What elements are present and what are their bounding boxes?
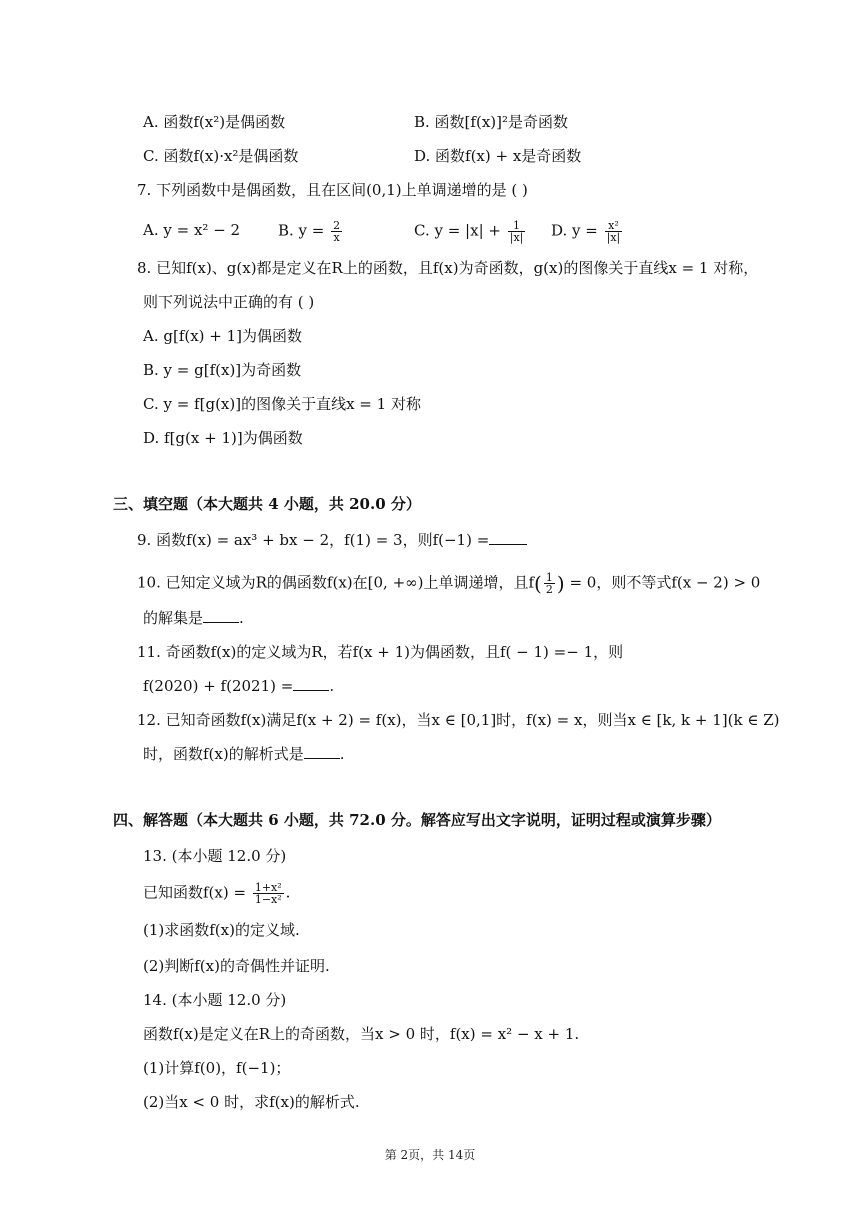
q9-text: 9. 函数f(x) = ax³ + bx − 2，f(1) = 3，则f(−1) = <box>137 530 527 550</box>
q11-line2: f(2020) + f(2021) = . <box>143 677 335 695</box>
q7-option-c: C. y = |x| + $\frac{1}{|x|}$ <box>414 219 524 244</box>
q11-line1: 11. 奇函数f(x)的定义域为R，若f(x + 1)为偶函数，且f( − 1) =− 1，则 <box>137 643 624 661</box>
q6-option-b: B. 函数[f(x)]²是奇函数 <box>414 113 568 131</box>
q6-option-c: C. 函数f(x)·x²是偶函数 <box>143 147 299 165</box>
q9-answer-blank <box>489 530 527 545</box>
q10-line2: 的解集是 . <box>143 609 244 627</box>
q14-given: 函数f(x)是定义在R上的奇函数，当x > 0 时，f(x) = x² − x + 1. <box>143 1025 580 1043</box>
q8-option-d: D. f[g(x + 1)]为偶函数 <box>143 429 303 447</box>
q7-stem: 7. 下列函数中是偶函数，且在区间(0,1)上单调递增的是 ( ) <box>137 181 528 199</box>
q10-line1: 10. 已知定义域为R的偶函数f(x)在[0, +∞)上单调递增，且f( $\frac{1}{2}$ ) = 0，则不等式f(x − 2) > 0 <box>137 571 761 596</box>
q13-head: 13. (本小题 12.0 分) <box>143 847 287 865</box>
q8-option-b: B. y = g[f(x)]为奇函数 <box>143 361 302 379</box>
q8-option-a: A. g[f(x) + 1]为偶函数 <box>143 327 303 345</box>
q12-answer-blank <box>304 744 340 759</box>
q8-stem-line1: 8. 已知f(x)、g(x)都是定义在R上的函数，且f(x)为奇函数，g(x)的图像关于直线x = 1 对称， <box>137 259 759 277</box>
q7-option-d: D. y = $\frac{\text{x²}}{|x|}$ <box>551 219 621 244</box>
q8-option-c: C. y = f[g(x)]的图像关于直线x = 1 对称 <box>143 395 421 413</box>
q7-option-b: B. y = $\frac{2}{x}$ <box>278 219 341 244</box>
q14-head: 14. (本小题 12.0 分) <box>143 991 287 1009</box>
q13-part-1: (1)求函数f(x)的定义域. <box>143 921 300 939</box>
section-4-title: 四、解答题（本大题共 6 小题，共 72.0 分。解答应写出文字说明，证明过程或演算步骤） <box>113 811 721 829</box>
q8-stem-line2: 则下列说法中正确的有 ( ) <box>143 293 315 311</box>
q6-option-a: A. 函数f(x²)是偶函数 <box>143 113 286 131</box>
q13-part-2: (2)判断f(x)的奇偶性并证明. <box>143 957 330 975</box>
q14-part-2: (2)当x < 0 时，求f(x)的解析式. <box>143 1093 360 1111</box>
q6-option-d: D. 函数f(x) + x是奇函数 <box>414 147 582 165</box>
q12-line2: 时，函数f(x)的解析式是 . <box>143 745 345 763</box>
q11-answer-blank <box>293 676 329 691</box>
section-3-title: 三、填空题（本大题共 4 小题，共 20.0 分） <box>113 495 421 513</box>
q12-line1: 12. 已知奇函数f(x)满足f(x + 2) = f(x)，当x ∈ [0,1]时，f(x) = x，则当x ∈ [k, k + 1](k ∈ Z) <box>137 711 780 729</box>
q13-given: 已知函数f(x) = $\frac{\text{1+x²}}{\text{1−x²}}$ . <box>143 881 291 906</box>
page-footer: 第 2页，共 14页 <box>384 1148 476 1162</box>
q10-answer-blank <box>203 608 239 623</box>
q14-part-1: (1)计算f(0)，f(−1)； <box>143 1059 291 1077</box>
q7-option-a: A. y = x² − 2 <box>143 221 241 239</box>
